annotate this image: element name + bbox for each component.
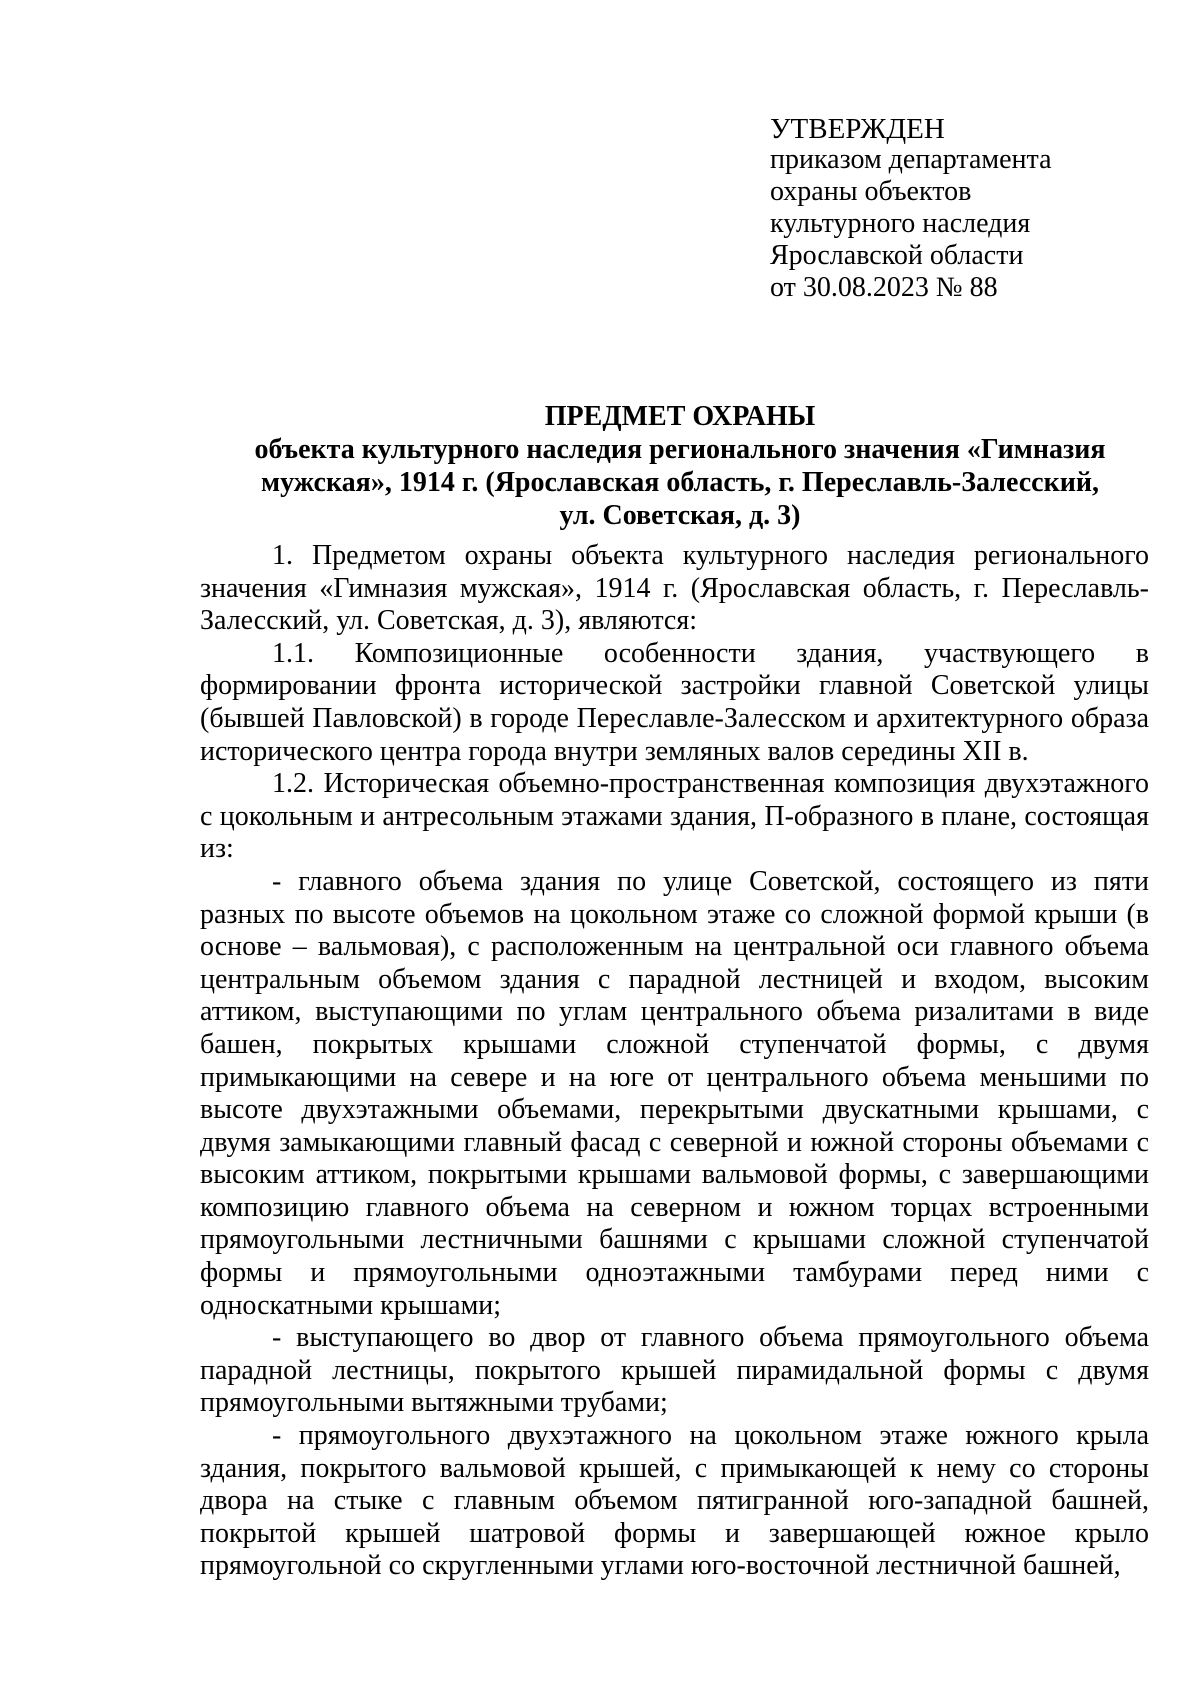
title-line: мужская», 1914 г. (Ярославская область, г. Переславль-Залесский, — [261, 467, 1099, 498]
document-body — [200, 540, 1149, 1583]
document-title — [200, 400, 1160, 532]
approval-order-date: от 30.08.2023 № 88 — [770, 272, 998, 303]
approval-line: культурного наследия — [770, 208, 1031, 239]
paragraph-item-1-1: 1.1. Композиционные особенности здания, участвующего в формировании фронта исторической застройки главной Советской улицы (бывшей Павловской) в городе Переславле-Залесском и архитектурного образа исторического центра города внутри земляных валов середины XII в. — [200, 637, 1149, 767]
paragraph-item-1: 1. Предметом охраны объекта культурного наследия регионального значения «Гимназия мужская», 1914 г. (Ярославская область, г. Переславль-Залесский, ул. Советская, д. 3), являются: — [200, 540, 1149, 637]
approval-block — [770, 112, 1052, 304]
paragraph-main-volume: - главного объема здания по улице Советской, состоящего из пяти разных по высоте объемов на цокольном этаже со сложной формой крыши (в основе – вальмовая), с расположенным на центральной оси главного объема центральным объемом здания с парадной лестницей и входом, высоким аттиком, выступающими по углам центрального объема ризалитами в виде башен, покрытых крышами сложной ступенчатой формы, с двумя примыкающими на севере и на юге от центрального объема меньшими по высоте двухэтажными объемами, перекрытыми двускатными крышами, с двумя замыкающими главный фасад с северной и южной стороны объемами с высоким аттиком, покрытыми крышами вальмовой формы, с завершающими композицию главного объема на северном и южном торцах встроенными прямоугольными лестничными башнями с крышами сложной ступенчатой формы и прямоугольными одноэтажными тамбурами перед ними с односкатными крышами; — [200, 865, 1149, 1321]
approval-line: Ярославской области — [770, 240, 1024, 271]
title-line: объекта культурного наследия регионального значения «Гимназия — [254, 434, 1106, 465]
approval-heading: УТВЕРЖДЕН — [770, 113, 945, 145]
paragraph-item-1-2: 1.2. Историческая объемно-пространственная композиция двухэтажного с цокольным и антресольным этажами здания, П-образного в плане, состоящая из: — [200, 768, 1149, 865]
title-line: ул. Советская, д. 3) — [559, 500, 801, 531]
approval-line: охраны объектов — [770, 176, 972, 207]
title-main: ПРЕДМЕТ ОХРАНЫ — [544, 401, 816, 432]
paragraph-south-wing: - прямоугольного двухэтажного на цокольном этаже южного крыла здания, покрытого вальмовой крышей, с примыкающей к нему со стороны двора на стыке с главным объемом пятигранной юго-западной башней, покрытой крышей шатровой формы и завершающей южное крыло прямоугольной со скругленными углами юго-восточной лестничной башней, — [200, 1420, 1149, 1582]
approval-line: приказом департамента — [770, 144, 1052, 175]
paragraph-staircase-volume: - выступающего во двор от главного объема прямоугольного объема парадной лестницы, покрытого крышей пирамидальной формы с двумя прямоугольными вытяжными трубами; — [200, 1322, 1149, 1419]
